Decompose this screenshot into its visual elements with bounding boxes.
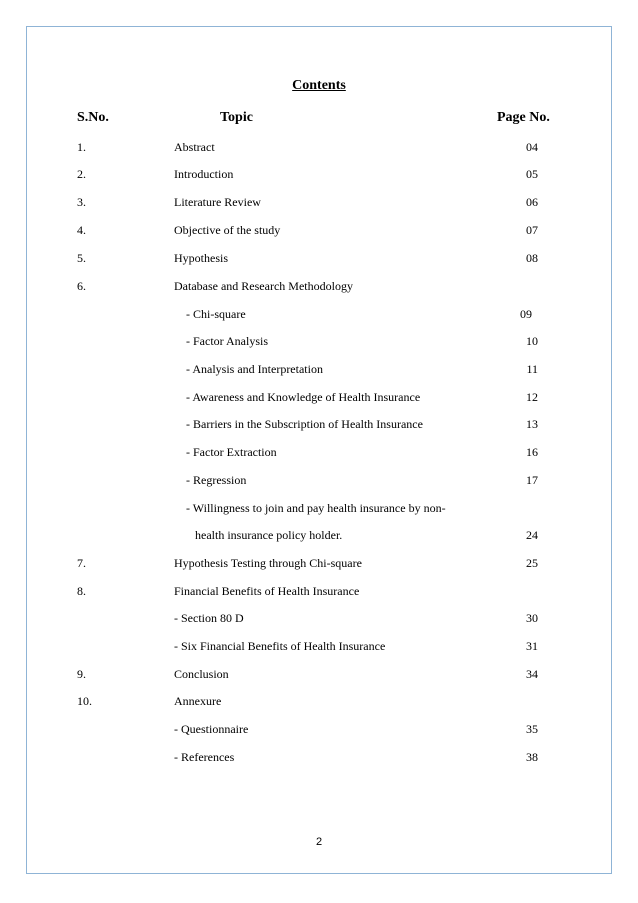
toc-row bbox=[0, 750, 638, 766]
row-page: 24 bbox=[526, 528, 538, 542]
toc-row bbox=[0, 501, 638, 517]
row-topic: Conclusion bbox=[174, 667, 229, 681]
contents-title: Contents bbox=[292, 78, 346, 93]
row-page: 31 bbox=[526, 639, 538, 653]
toc-row bbox=[0, 390, 638, 406]
toc-row bbox=[0, 445, 638, 461]
topic-header: Topic bbox=[220, 110, 253, 125]
row-page: 10 bbox=[526, 334, 538, 348]
toc-row bbox=[0, 694, 638, 710]
row-topic: Hypothesis bbox=[174, 251, 228, 265]
row-page: 09 bbox=[520, 307, 532, 321]
row-number: 9. bbox=[77, 667, 86, 681]
row-topic: Objective of the study bbox=[174, 223, 281, 237]
toc-row bbox=[0, 639, 638, 655]
toc-row bbox=[0, 584, 638, 600]
row-topic: Abstract bbox=[174, 140, 215, 154]
row-topic: health insurance policy holder. bbox=[195, 528, 343, 542]
toc-row bbox=[0, 722, 638, 738]
sno-header: S.No. bbox=[77, 110, 109, 125]
row-topic: - Awareness and Knowledge of Health Insurance bbox=[186, 390, 421, 404]
toc-row bbox=[0, 279, 638, 295]
toc-row bbox=[0, 556, 638, 572]
row-topic: Financial Benefits of Health Insurance bbox=[174, 584, 360, 598]
toc-row bbox=[0, 223, 638, 239]
row-topic: - References bbox=[174, 750, 235, 764]
row-page: 05 bbox=[526, 167, 538, 181]
row-topic: Introduction bbox=[174, 167, 234, 181]
toc-row bbox=[0, 167, 638, 183]
row-number: 6. bbox=[77, 279, 86, 293]
toc-row bbox=[0, 140, 638, 156]
row-topic: - Regression bbox=[186, 473, 247, 487]
row-page: 06 bbox=[526, 195, 538, 209]
toc-row bbox=[0, 473, 638, 489]
row-page: 08 bbox=[526, 251, 538, 265]
row-topic: Hypothesis Testing through Chi-square bbox=[174, 556, 362, 570]
row-page: 34 bbox=[526, 667, 538, 681]
toc-row bbox=[0, 334, 638, 350]
row-page: 04 bbox=[526, 140, 538, 154]
row-page: 12 bbox=[526, 390, 538, 404]
row-number: 8. bbox=[77, 584, 86, 598]
page-number: 2 bbox=[315, 836, 323, 848]
row-topic: - Willingness to join and pay health insurance by non- bbox=[186, 501, 446, 515]
row-topic: Database and Research Methodology bbox=[174, 279, 353, 293]
row-topic: - Analysis and Interpretation bbox=[186, 362, 323, 376]
row-number: 1. bbox=[77, 140, 86, 154]
row-page: 07 bbox=[526, 223, 538, 237]
page-header: Page No. bbox=[497, 110, 550, 125]
row-topic: - Section 80 D bbox=[174, 611, 244, 625]
row-topic: - Factor Analysis bbox=[186, 334, 268, 348]
row-page: 17 bbox=[526, 473, 538, 487]
row-topic: Annexure bbox=[174, 694, 222, 708]
row-page: 35 bbox=[526, 722, 538, 736]
row-topic: Literature Review bbox=[174, 195, 261, 209]
toc-row bbox=[0, 195, 638, 211]
toc-row bbox=[0, 307, 638, 323]
row-number: 3. bbox=[77, 195, 86, 209]
toc-row bbox=[0, 362, 638, 378]
row-number: 4. bbox=[77, 223, 86, 237]
toc-row bbox=[0, 417, 638, 433]
row-page: 30 bbox=[526, 611, 538, 625]
row-number: 2. bbox=[77, 167, 86, 181]
row-page: 11 bbox=[526, 362, 538, 376]
row-page: 38 bbox=[526, 750, 538, 764]
toc-row bbox=[0, 667, 638, 683]
row-number: 10. bbox=[77, 694, 92, 708]
row-topic: - Six Financial Benefits of Health Insurance bbox=[174, 639, 386, 653]
row-topic: - Barriers in the Subscription of Health Insurance bbox=[186, 417, 423, 431]
row-topic: - Questionnaire bbox=[174, 722, 249, 736]
row-page: 13 bbox=[526, 417, 538, 431]
row-topic: - Factor Extraction bbox=[186, 445, 277, 459]
row-number: 7. bbox=[77, 556, 86, 570]
row-number: 5. bbox=[77, 251, 86, 265]
toc-row bbox=[0, 251, 638, 267]
toc-row bbox=[0, 528, 638, 544]
row-page: 16 bbox=[526, 445, 538, 459]
row-page: 25 bbox=[526, 556, 538, 570]
toc-row bbox=[0, 611, 638, 627]
row-topic: - Chi-square bbox=[186, 307, 246, 321]
